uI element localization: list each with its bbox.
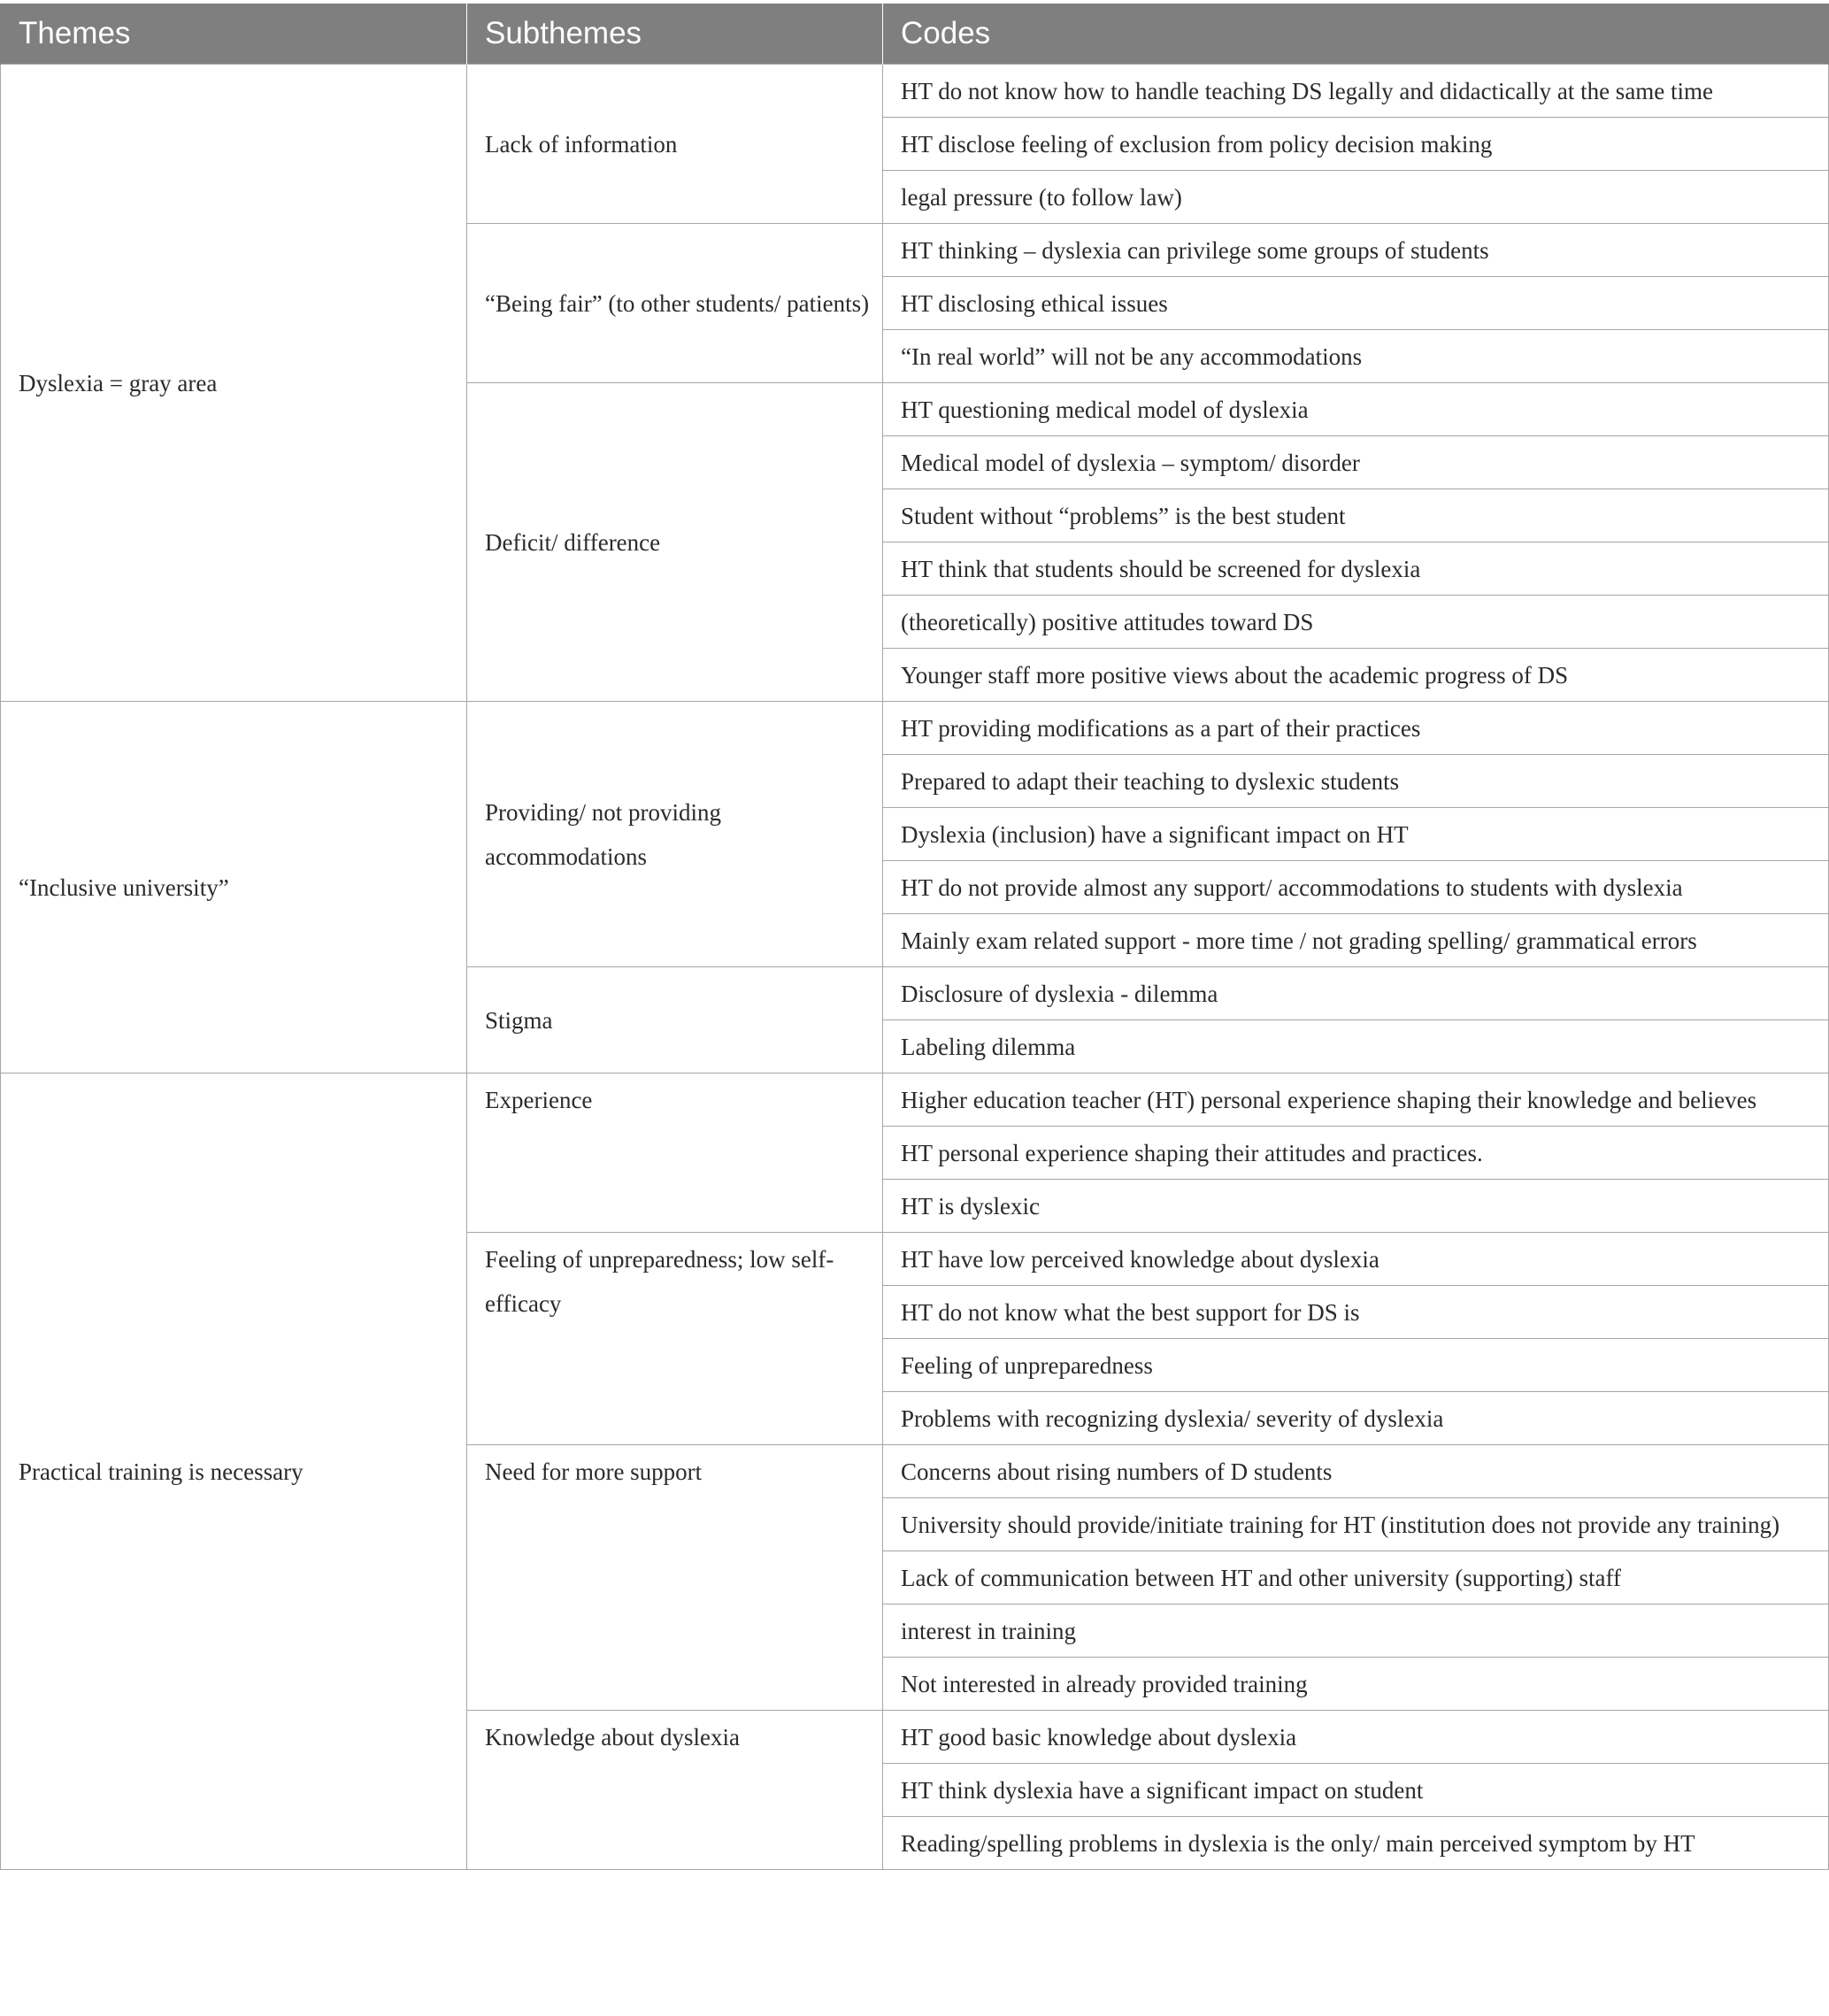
- code-cell: Lack of communication between HT and other university (supporting) staff: [883, 1551, 1829, 1604]
- code-cell: HT do not know what the best support for DS is: [883, 1286, 1829, 1339]
- code-cell: Medical model of dyslexia – symptom/ disorder: [883, 436, 1829, 489]
- header-row: [1, 4, 1829, 65]
- code-cell: HT do not know how to handle teaching DS legally and didactically at the same time: [883, 65, 1829, 118]
- subtheme-cell: Knowledge about dyslexia: [467, 1711, 883, 1870]
- subtheme-cell: Deficit/ difference: [467, 383, 883, 702]
- code-cell: Disclosure of dyslexia - dilemma: [883, 967, 1829, 1020]
- code-cell: HT disclosing ethical issues: [883, 277, 1829, 330]
- subtheme-cell: “Being fair” (to other students/ patients): [467, 224, 883, 383]
- code-cell: Higher education teacher (HT) personal experience shaping their knowledge and believes: [883, 1073, 1829, 1127]
- code-cell: Younger staff more positive views about the academic progress of DS: [883, 649, 1829, 702]
- table-row: [1, 65, 1829, 118]
- subtheme-cell: Experience: [467, 1073, 883, 1233]
- code-cell: HT personal experience shaping their attitudes and practices.: [883, 1127, 1829, 1180]
- code-cell: Student without “problems” is the best student: [883, 489, 1829, 542]
- code-cell: interest in training: [883, 1604, 1829, 1658]
- table-row: [1, 1073, 1829, 1127]
- header-subthemes: Subthemes: [467, 4, 883, 65]
- theme-cell: “Inclusive university”: [1, 702, 467, 1073]
- subtheme-cell: Need for more support: [467, 1445, 883, 1711]
- subtheme-cell: Lack of information: [467, 65, 883, 224]
- code-cell: University should provide/initiate training for HT (institution does not provide any training): [883, 1498, 1829, 1551]
- theme-cell: Practical training is necessary: [1, 1073, 467, 1870]
- code-cell: HT have low perceived knowledge about dyslexia: [883, 1233, 1829, 1286]
- code-cell: HT think dyslexia have a significant impact on student: [883, 1764, 1829, 1817]
- table-row: [1, 702, 1829, 755]
- subtheme-cell: Stigma: [467, 967, 883, 1073]
- code-cell: HT questioning medical model of dyslexia: [883, 383, 1829, 436]
- code-cell: Not interested in already provided training: [883, 1658, 1829, 1711]
- code-cell: legal pressure (to follow law): [883, 171, 1829, 224]
- code-cell: Mainly exam related support - more time / not grading spelling/ grammatical errors: [883, 914, 1829, 967]
- themes-table: [0, 4, 1829, 1870]
- code-cell: HT thinking – dyslexia can privilege some groups of students: [883, 224, 1829, 277]
- code-cell: Feeling of unpreparedness: [883, 1339, 1829, 1392]
- theme-cell: Dyslexia = gray area: [1, 65, 467, 702]
- code-cell: Concerns about rising numbers of D students: [883, 1445, 1829, 1498]
- code-cell: Prepared to adapt their teaching to dyslexic students: [883, 755, 1829, 808]
- code-cell: Problems with recognizing dyslexia/ severity of dyslexia: [883, 1392, 1829, 1445]
- code-cell: (theoretically) positive attitudes toward DS: [883, 596, 1829, 649]
- header-themes: Themes: [1, 4, 467, 65]
- code-cell: HT think that students should be screened for dyslexia: [883, 542, 1829, 596]
- code-cell: HT providing modifications as a part of their practices: [883, 702, 1829, 755]
- code-cell: “In real world” will not be any accommodations: [883, 330, 1829, 383]
- code-cell: Reading/spelling problems in dyslexia is the only/ main perceived symptom by HT: [883, 1817, 1829, 1870]
- code-cell: HT good basic knowledge about dyslexia: [883, 1711, 1829, 1764]
- code-cell: HT is dyslexic: [883, 1180, 1829, 1233]
- code-cell: Dyslexia (inclusion) have a significant impact on HT: [883, 808, 1829, 861]
- code-cell: HT disclose feeling of exclusion from policy decision making: [883, 118, 1829, 171]
- header-codes: Codes: [883, 4, 1829, 65]
- code-cell: Labeling dilemma: [883, 1020, 1829, 1073]
- subtheme-cell: Providing/ not providing accommodations: [467, 702, 883, 967]
- subtheme-cell: Feeling of unpreparedness; low self-efficacy: [467, 1233, 883, 1445]
- code-cell: HT do not provide almost any support/ accommodations to students with dyslexia: [883, 861, 1829, 914]
- table-body: [1, 65, 1829, 1870]
